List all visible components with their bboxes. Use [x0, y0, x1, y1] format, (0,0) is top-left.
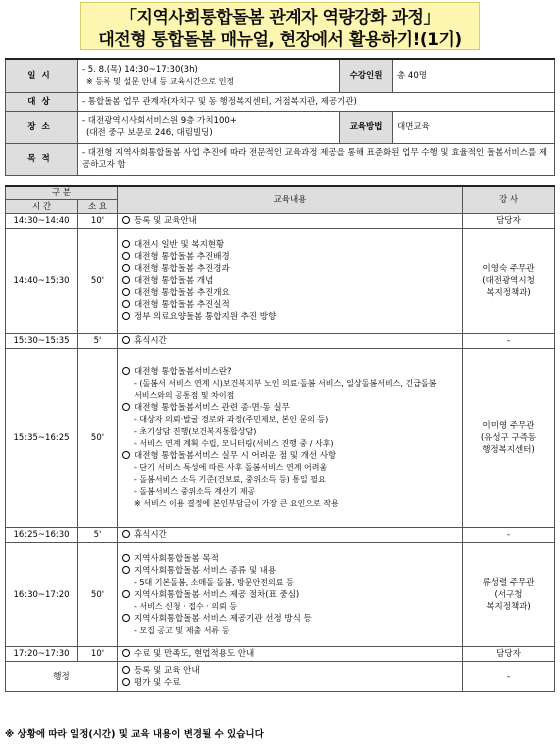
schedule-row	[6, 528, 555, 543]
circle-bullet-icon	[122, 252, 130, 260]
row-content	[118, 662, 463, 692]
footnote: ※ 상황에 따라 일정(시간) 및 교육 내용이 변경될 수 있습니다	[5, 729, 264, 740]
content-subitem	[122, 390, 458, 402]
goal-value: - 대전형 지역사회통합돌봄 사업 추진에 따라 전문적인 교육과정 제공을 통해 표준화된 업무 수행 및 효율적인 돌봄서비스를 제공하고자 함	[78, 143, 555, 175]
content-text: 지역사회통합돌봄 서비스 제공 절차(표 중심)	[134, 589, 300, 600]
content-text: - 대상자 의뢰·발굴 경로와 과정(주민제보, 본인 문의 등)	[134, 415, 329, 424]
content-item	[122, 589, 458, 601]
content-text: - 돌봄서비스 중위소득 계산기 제공	[134, 487, 256, 496]
content-subitem	[122, 498, 458, 510]
circle-bullet-icon	[122, 300, 130, 308]
content-header: 교육내용	[118, 186, 463, 214]
content-item	[122, 450, 458, 462]
content-text: 서비스와의 공통점 및 차이점	[134, 391, 235, 400]
content-item	[122, 665, 458, 677]
schedule-row	[6, 229, 555, 334]
content-item	[122, 613, 458, 625]
content-subitem	[122, 474, 458, 486]
content-text: 대전시 일반 및 복지현황	[134, 240, 225, 250]
row-time: 16:30~17:20	[6, 543, 78, 647]
row-admin-label: 행정	[6, 662, 118, 692]
date-note: ※ 등록 및 설문 안내 등 교육시간으로 인정	[86, 76, 235, 86]
circle-bullet-icon	[122, 554, 130, 562]
circle-bullet-icon	[122, 288, 130, 296]
content-text: 대전형 통합돌봄 추진배경	[134, 252, 230, 262]
row-time: 17:20~17:30	[6, 647, 78, 662]
row-content	[118, 528, 463, 543]
row-instructor: -	[463, 334, 555, 349]
content-item	[122, 529, 458, 541]
circle-bullet-icon	[122, 367, 130, 375]
content-text: 지역사회통합돌봄 서비스 제공기관 선정 방식 등	[134, 613, 312, 624]
content-text: 휴식시간	[134, 530, 167, 540]
method-value: 대면교육	[393, 111, 555, 143]
content-text: - 돌봄서비스 소득 기준(건보료, 중위소득 등) 통일 필요	[134, 475, 326, 484]
content-subitem	[122, 426, 458, 438]
circle-bullet-icon	[122, 276, 130, 284]
content-item	[122, 366, 458, 378]
content-text: 대전형 통합돌봄서비스란?	[134, 367, 232, 377]
circle-bullet-icon	[122, 312, 130, 320]
circle-bullet-icon	[122, 649, 130, 657]
content-item	[122, 677, 458, 689]
content-item	[122, 311, 458, 323]
date-value: - 5. 8.(목) 14:30~17:30(3h)	[82, 64, 198, 75]
content-text: 평가 및 수료	[134, 677, 181, 688]
course-subtitle: 대전형 통합돌봄 매뉴얼, 현장에서 활용하기!(1기)	[98, 30, 462, 50]
target-value: - 통합돌봄 업무 관계자(자치구 및 동 행정복지센터, 거점복지관, 제공기관)	[78, 92, 555, 111]
schedule-row	[6, 334, 555, 349]
row-instructor: 이영숙 주무관 (대전광역시청 복지정책과)	[463, 229, 555, 334]
content-item	[122, 239, 458, 251]
schedule-row	[6, 349, 555, 528]
duration-header: 소 요	[78, 200, 118, 214]
content-text: 대전형 통합돌봄 추진개요	[134, 288, 230, 298]
schedule-table	[5, 185, 555, 692]
content-item	[122, 402, 458, 414]
place-label: 장소	[6, 111, 78, 143]
instructor-header: 강 사	[463, 186, 555, 214]
content-item	[122, 299, 458, 311]
row-time: 14:40~15:30	[6, 229, 78, 334]
content-text: 대전형 통합돌봄 추진실적	[134, 300, 230, 310]
row-content	[118, 543, 463, 647]
capacity-label: 수강인원	[340, 59, 393, 92]
circle-bullet-icon	[122, 666, 130, 674]
row-time: 15:35~16:25	[6, 349, 78, 528]
content-subitem	[122, 486, 458, 498]
circle-bullet-icon	[122, 678, 130, 686]
row-content	[118, 229, 463, 334]
content-subitem	[122, 438, 458, 450]
row-duration: 10'	[78, 214, 118, 229]
content-item	[122, 553, 458, 565]
row-instructor: -	[463, 528, 555, 543]
row-instructor: 이미영 주무관 (유성구 구즉동 행정복지센터)	[463, 349, 555, 528]
content-text: - 5대 기본돌봄, 소매돌 돌봄, 방문안전의료 등	[134, 577, 294, 587]
row-time: 15:30~15:35	[6, 334, 78, 349]
content-item	[122, 565, 458, 577]
capacity-value: 총 40명	[393, 59, 555, 92]
content-text: 등록 및 교육안내	[134, 216, 197, 226]
row-instructor: 류성렬 주무관 (서구청 복지정책과)	[463, 543, 555, 647]
content-text: 대전형 통합돌봄 추진경과	[134, 264, 230, 274]
row-content	[118, 214, 463, 229]
content-item	[122, 648, 458, 660]
row-duration: 5'	[78, 334, 118, 349]
date-label: 일시	[6, 59, 78, 92]
content-subitem	[122, 577, 458, 589]
method-label: 교육방법	[340, 111, 393, 143]
time-header: 시 간	[6, 200, 78, 214]
content-text: - 서비스 연계 계획 수립, 모니터링(서비스 진행 중 / 사후)	[134, 439, 334, 448]
content-text: 수료 및 만족도, 현업적용도 안내	[134, 649, 255, 659]
content-item	[122, 335, 458, 347]
row-content	[118, 334, 463, 349]
row-time: 16:25~16:30	[6, 528, 78, 543]
schedule-row	[6, 214, 555, 229]
row-content	[118, 647, 463, 662]
circle-bullet-icon	[122, 451, 130, 459]
target-label: 대상	[6, 92, 78, 111]
circle-bullet-icon	[122, 240, 130, 248]
content-subitem	[122, 378, 458, 390]
circle-bullet-icon	[122, 264, 130, 272]
content-text: 지역사회통합돌봄 목적	[134, 553, 219, 564]
row-instructor: 담당자	[463, 214, 555, 229]
row-duration: 50'	[78, 349, 118, 528]
content-text: - 서비스 신청 · 접수 · 의뢰 등	[134, 601, 238, 611]
date-cell	[78, 59, 340, 92]
content-text: - 초기상담 진행(보건복지통합상담)	[134, 427, 257, 436]
place-cell	[78, 111, 340, 143]
content-text: 대전형 통합돌봄 개념	[134, 276, 214, 286]
place-note: (대전 중구 보문로 246, 대림빌딩)	[86, 128, 213, 138]
circle-bullet-icon	[122, 216, 130, 224]
row-duration: 5'	[78, 528, 118, 543]
group-header: 구 분	[6, 186, 118, 200]
content-item	[122, 275, 458, 287]
content-text: - 모집 공고 및 제출 서류 등	[134, 625, 230, 635]
goal-label: 목적	[6, 143, 78, 175]
content-subitem	[122, 462, 458, 474]
content-item	[122, 287, 458, 299]
course-info-table	[5, 58, 555, 176]
row-time: 14:30~14:40	[6, 214, 78, 229]
content-text: 지역사회통합돌봄 서비스 종류 및 내용	[134, 565, 277, 576]
content-text: 대전형 통합돌봄서비스 관련 종·면·동 실무	[134, 403, 290, 413]
content-text: 정부 의료요양돌봄 통합지원 추진 방향	[134, 312, 277, 322]
content-subitem	[122, 414, 458, 426]
content-text: - 단기 서비스 특성에 따른 사후 돌봄서비스 연계 어려움	[134, 463, 328, 472]
content-subitem	[122, 601, 458, 613]
circle-bullet-icon	[122, 566, 130, 574]
circle-bullet-icon	[122, 336, 130, 344]
content-item	[122, 251, 458, 263]
content-text: 휴식시간	[134, 336, 167, 346]
content-text: ※ 서비스 이용 결정에 본인부담금이 가장 큰 요인으로 작용	[134, 499, 339, 508]
row-duration: 50'	[78, 543, 118, 647]
course-title: 「지역사회통합돌봄 관계자 역량강화 과정」	[120, 8, 440, 28]
content-text: - (돌봄서 서비스 연계 시)보건복지부 노인 의료·돌봄 서비스, 일상돌봄서비스, 긴급돌봄	[134, 379, 437, 388]
content-text: 대전형 통합돌봄서비스 실무 시 어려운 점 및 개선 사항	[134, 451, 337, 461]
row-instructor: -	[463, 662, 555, 692]
schedule-row	[6, 543, 555, 647]
content-text: 등록 및 교육 안내	[134, 665, 200, 676]
schedule-row	[6, 662, 555, 692]
circle-bullet-icon	[122, 590, 130, 598]
schedule-row	[6, 647, 555, 662]
row-duration: 10'	[78, 647, 118, 662]
row-content	[118, 349, 463, 528]
circle-bullet-icon	[122, 530, 130, 538]
row-duration: 50'	[78, 229, 118, 334]
row-instructor: 담당자	[463, 647, 555, 662]
content-subitem	[122, 625, 458, 637]
circle-bullet-icon	[122, 403, 130, 411]
content-item	[122, 215, 458, 227]
content-item	[122, 263, 458, 275]
circle-bullet-icon	[122, 614, 130, 622]
place-value: - 대전광역시사회서비스원 9층 가치100+	[82, 116, 237, 126]
